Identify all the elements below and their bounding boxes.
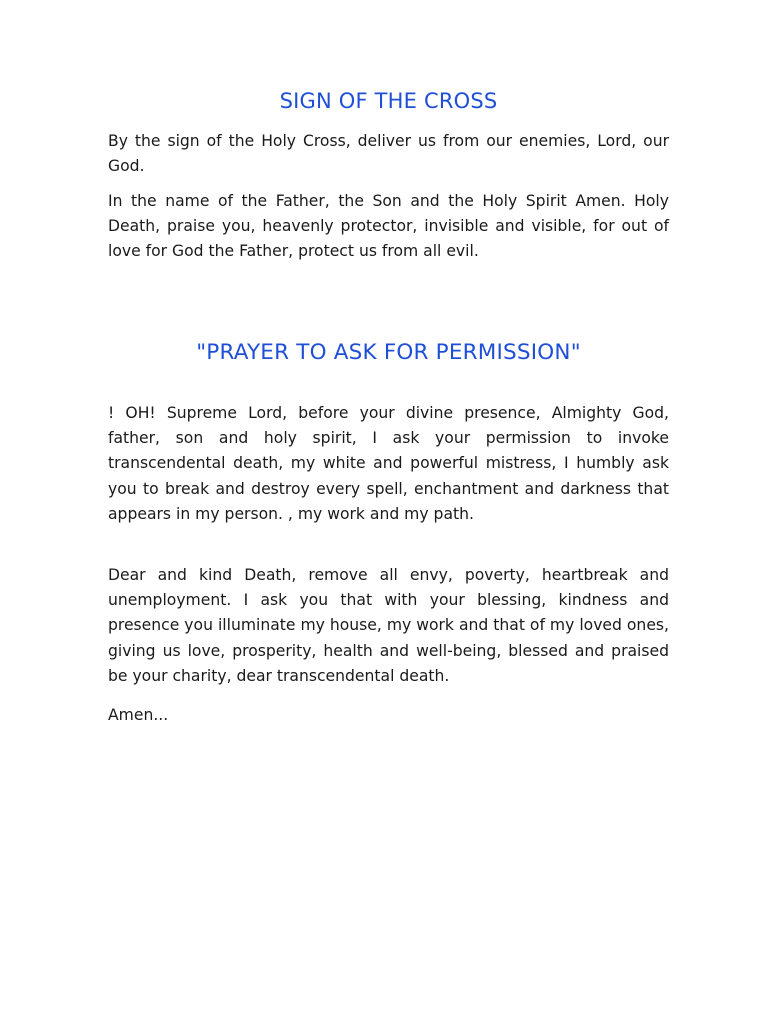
section2-closing: Amen... bbox=[108, 706, 169, 724]
section-title-sign-of-the-cross: SIGN OF THE CROSS bbox=[279, 89, 498, 113]
section-title-prayer-permission: "PRAYER TO ASK FOR PERMISSION" bbox=[196, 340, 581, 365]
section2-paragraph-1: ! OH! Supreme Lord, before your divine presence, Almighty God, father, son and holy spirit, I ask your permission to invoke transcendental death, my white and powerful mistress, I humbly ask you to break and destroy every spell, enchantment and darkness that appears in my person. , my work and my path. bbox=[108, 404, 669, 523]
section1-paragraph-2: In the name of the Father, the Son and the Holy Spirit Amen. Holy Death, praise you, heavenly protector, invisible and visible, for out of love for God the Father, protect us from all evil. bbox=[108, 192, 669, 261]
section2-paragraph-2: Dear and kind Death, remove all envy, poverty, heartbreak and unemployment. I ask you that with your blessing, kindness and presence you illuminate my house, my work and that of my loved ones, giving us love, prosperity, health and well-being, blessed and praised be your charity, dear transcendental death. bbox=[108, 566, 669, 685]
section1-paragraph-1: By the sign of the Holy Cross, deliver us from our enemies, Lord, our God. bbox=[108, 132, 669, 176]
